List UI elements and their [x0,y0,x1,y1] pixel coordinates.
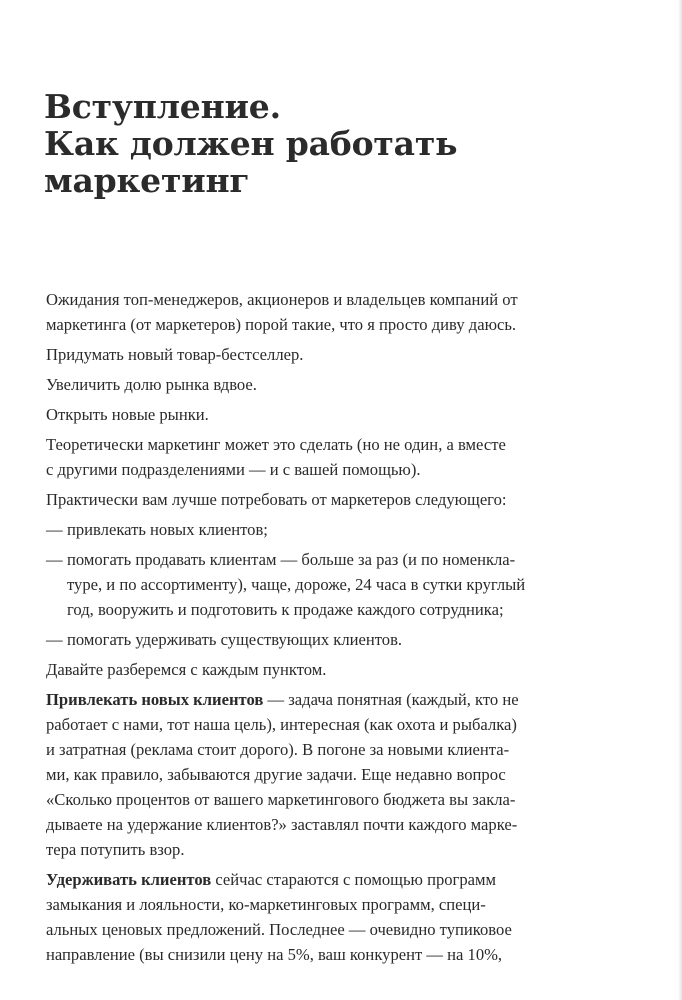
bullet-list [46,517,551,652]
text-line: дываете на удержание клиентов?» заставлял почти каждого марке- [46,815,518,834]
text-line: Давайте разберемся с каждым пунктом. [46,660,327,679]
list-item [46,627,551,652]
dash-bullet: — [46,550,63,569]
text-line: направление (вы снизили цену на 5%, ваш конкурент — на 10%, [46,945,503,964]
paragraph-expectations [46,287,551,337]
text-line: Открыть новые рынки. [46,405,209,424]
text-line: помогать удерживать существующих клиентов. [67,630,403,649]
paragraph-bestseller [46,342,551,367]
text-line: помогать продавать клиентам — больше за раз (и по номенкла- [67,550,516,569]
text-line: работает с нами, тот наша цель), интересная (как охота и рыбалка) [46,715,517,734]
paragraph-lets-discuss [46,657,551,682]
text-line: замыкания и лояльности, ко-маркетинговых программ, специ- [46,895,486,914]
dash-bullet: — [46,520,63,539]
text-line: Придумать новый товар-бестселлер. [46,345,304,364]
chapter-body [46,287,551,972]
list-item [46,517,551,542]
bold-term: Привлекать новых клиентов [46,690,264,709]
text-line: Увеличить долю рынка вдвое. [46,375,257,394]
paragraph-market-share [46,372,551,397]
paragraph-retain-clients [46,867,551,967]
list-item [46,547,551,622]
text-run: — задача понятная (каждый, кто не [263,690,519,709]
chapter-title [44,88,457,199]
dash-bullet: — [46,630,63,649]
text-line: Теоретически маркетинг может это сделать (но не один, а вместе [46,435,506,454]
text-line [46,687,551,712]
text-line: альных ценовых предложений. Последнее — очевидно тупиковое [46,920,512,939]
chapter-title-line-3: маркетинг [44,161,250,200]
paragraph-new-markets [46,402,551,427]
text-line: «Сколько процентов от вашего маркетингового бюджета вы закла- [46,790,516,809]
paragraph-practically [46,487,551,512]
text-line: привлекать новых клиентов; [67,520,268,539]
text-line: туре, и по ассортименту), чаще, дороже, 24 часа в сутки круглый [67,575,526,594]
text-run: сейчас стараются с помощью программ [211,870,497,889]
text-line: тера потупить взор. [46,840,185,859]
chapter-title-line-2: Как должен работать [44,124,458,163]
page-edge-shadow [678,0,682,1000]
paragraph-theoretically [46,432,551,482]
text-line: ми, как правило, забываются другие задачи. Еще недавно вопрос [46,765,506,784]
bold-term: Удерживать клиентов [46,870,212,889]
paragraph-attract-clients [46,687,551,862]
text-line: Ожидания топ-менеджеров, акционеров и владельцев компаний от [46,290,518,309]
text-line: год, вооружить и подготовить к продаже каждого сотрудника; [67,600,504,619]
chapter-title-line-1: Вступление. [44,87,281,126]
text-line: и затратная (реклама стоит дорого). В погоне за новыми клиента- [46,740,510,759]
text-line: маркетинга (от маркетеров) порой такие, что я просто диву даюсь. [46,315,517,334]
text-line [46,867,551,892]
text-line: с другими подразделениями — и с вашей помощью). [46,460,421,479]
text-line: Практически вам лучше потребовать от маркетеров следующего: [46,490,507,509]
